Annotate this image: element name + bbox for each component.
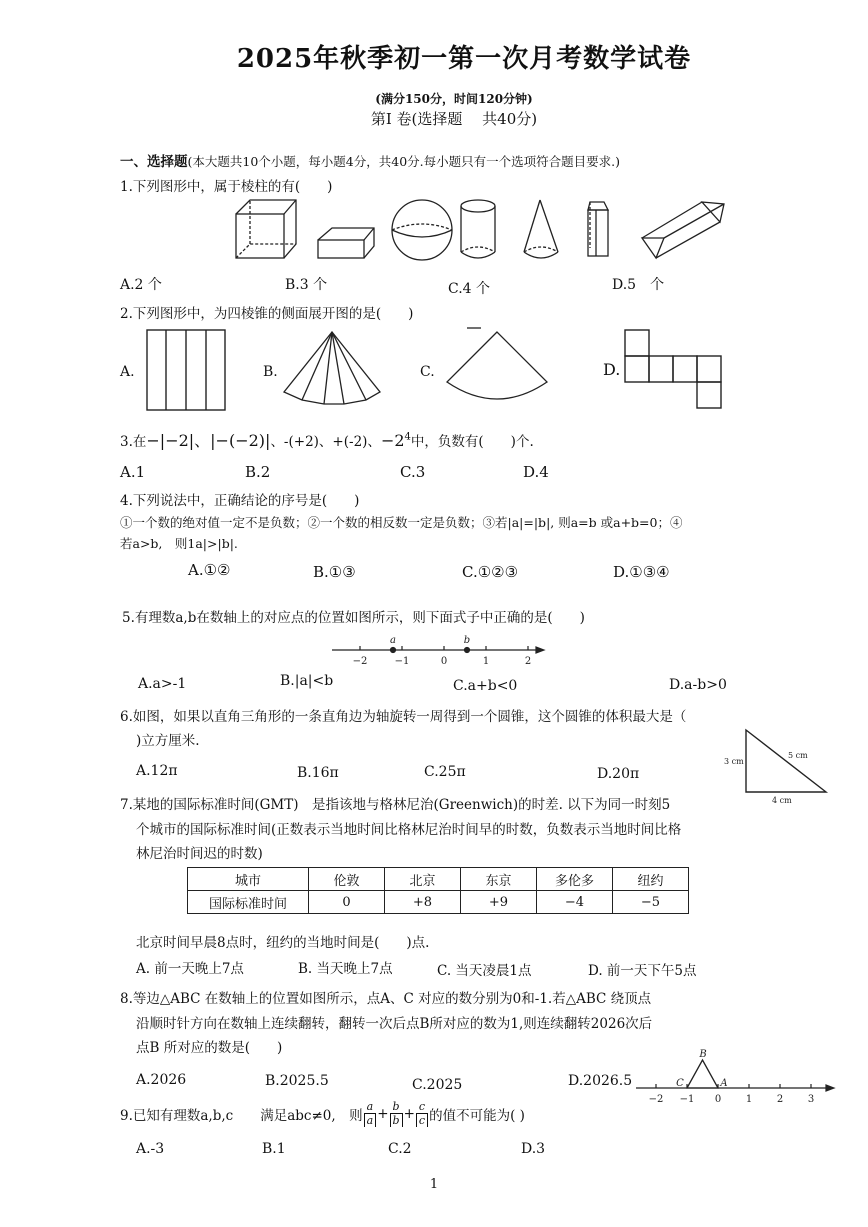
q7-question: 北京时间早晨8点时，纽约的当地时间是( )点. xyxy=(136,935,430,951)
q2-figure-d-net xyxy=(624,330,724,410)
q5-option-c[interactable]: C.a+b<0 xyxy=(453,678,518,694)
q9-stem: 9.已知有理数a,b,c 满足abc≠0, 则 $\frac{a}{a}$ + $\frac{b}{b}$ + $\frac{c}{c}$ 的值不可能为( ) xyxy=(120,1100,525,1127)
q5-number-line xyxy=(330,632,550,668)
q2-figure-a-rectangles xyxy=(146,330,226,410)
q2-label-b[interactable]: B. xyxy=(263,364,278,380)
q1-option-a[interactable]: A.2 个 xyxy=(120,277,162,293)
q6-right-triangle-figure xyxy=(722,728,832,806)
q5-tick-label: 1 xyxy=(482,656,490,667)
q7-line2: 个城市的国际标准时间(正数表示当地时间比格林尼治时间早的时数，负数表示当地时间比格 xyxy=(136,822,682,838)
q9-fraction-c: $\frac{c}{c}$ xyxy=(416,1100,428,1127)
triangular-prism-lying-shape xyxy=(642,202,724,258)
q7-option-a[interactable]: A. 前一天晚上7点 xyxy=(136,961,244,977)
q1-solids-figure xyxy=(230,192,730,267)
q8-tick-label: −2 xyxy=(648,1094,664,1105)
q8-line3: 点B 所对应的数是( ) xyxy=(136,1040,283,1056)
q8-tick-label: 0 xyxy=(714,1094,722,1105)
exam-subtitle: (满分150分，时间120分钟) xyxy=(375,92,533,106)
q6-label-height: 3 cm xyxy=(724,757,744,766)
q6-line2: )立方厘米. xyxy=(136,733,200,749)
q1-stem: 1.下列图形中，属于棱柱的有( ) xyxy=(120,179,333,195)
table-cell: −5 xyxy=(613,891,689,914)
q5-tick-label: −2 xyxy=(352,656,368,667)
q5-option-d[interactable]: D.a-b>0 xyxy=(669,677,727,693)
q3-option-b[interactable]: B.2 xyxy=(245,463,271,481)
table-header: 伦敦 xyxy=(309,868,385,891)
cube-shape xyxy=(236,200,296,258)
q9-option-c[interactable]: C.2 xyxy=(388,1141,412,1157)
q6-option-b[interactable]: B.16π xyxy=(297,765,339,781)
q8-tick-label: 2 xyxy=(776,1094,784,1105)
q3-prefix: 3.在 xyxy=(120,434,147,450)
table-header: 多伦多 xyxy=(537,868,613,891)
q7-option-d[interactable]: D. 前一天下午5点 xyxy=(588,963,697,979)
q2-stem: 2.下列图形中，为四棱锥的侧面展开图的是( ) xyxy=(120,306,414,322)
section-instructions: (本大题共10个小题，每小题4分，共40分.每小题只有一个选项符合题目要求.) xyxy=(187,154,620,169)
q4-stem: 4.下列说法中，正确结论的序号是( ) xyxy=(120,493,360,509)
table-cell: 国际标准时间 xyxy=(188,891,309,914)
q3-option-a[interactable]: A.1 xyxy=(120,463,146,481)
q8-triangle-number-line xyxy=(632,1046,837,1106)
q7-option-c[interactable]: C. 当天凌晨1点 xyxy=(437,963,532,979)
q1-option-d[interactable]: D.5 个 xyxy=(612,277,665,293)
q3-suffix: 中，负数有( )个. xyxy=(410,434,534,450)
q6-line1: 6.如图，如果以直角三角形的一条直角边为轴旋转一周得到一个圆锥，这个圆锥的体积最大是（ xyxy=(120,709,687,725)
q4-line2: 若a>b, 则1a|>|b|. xyxy=(120,536,238,551)
exam-title: 2025年秋季初一第一次月考数学试卷 xyxy=(236,44,692,74)
sphere-shape xyxy=(392,200,452,260)
q5-tick-label: −1 xyxy=(394,656,410,667)
q8-vertex-a-label: A xyxy=(720,1078,728,1089)
q7-line3: 林尼治时间迟的时数) xyxy=(136,846,263,862)
q9-option-d[interactable]: D.3 xyxy=(521,1141,546,1157)
table-row xyxy=(188,868,689,891)
q6-option-d[interactable]: D.20π xyxy=(597,766,640,782)
table-header: 纽约 xyxy=(613,868,689,891)
q9-suffix: 的值不可能为( ) xyxy=(429,1107,525,1124)
section-title: 一、选择题 xyxy=(120,154,188,170)
q5-tick-label: 2 xyxy=(524,656,532,667)
q8-tick-label: −1 xyxy=(679,1094,695,1105)
q3-middle: 、-(+2)、+(-2)、 xyxy=(270,434,381,450)
q8-vertex-c-label: C xyxy=(676,1078,684,1089)
q3-option-c[interactable]: C.3 xyxy=(400,463,426,481)
q8-tick-label: 1 xyxy=(745,1094,753,1105)
q6-option-a[interactable]: A.12π xyxy=(136,763,178,779)
q4-option-b[interactable]: B.①③ xyxy=(313,563,356,581)
q2-label-d[interactable]: D. xyxy=(603,360,621,379)
q5-point-b-label: b xyxy=(463,635,471,646)
table-row xyxy=(188,891,689,914)
q8-option-a[interactable]: A.2026 xyxy=(136,1072,187,1088)
cone-shape xyxy=(524,200,558,258)
q4-line1: ①一个数的绝对值一定不是负数；②一个数的相反数一定是负数；③若|a|=|b|, 则a=b 或a+b=0；④ xyxy=(120,515,683,530)
part-heading: 第Ⅰ 卷(选择题 共40分) xyxy=(370,110,538,128)
q8-line2: 沿顺时针方向在数轴上连续翻转，翻转一次后点B所对应的数为1,则连续翻转2026次后 xyxy=(136,1016,653,1032)
q8-option-b[interactable]: B.2025.5 xyxy=(265,1073,329,1089)
q8-option-c[interactable]: C.2025 xyxy=(412,1077,463,1093)
q3-stem: 3.在−|−2|、|−(−2)|、-(+2)、+(-2)、$-2^4$中，负数有( )个. xyxy=(120,431,534,450)
q4-option-a[interactable]: A.①② xyxy=(188,561,231,579)
q6-option-c[interactable]: C.25π xyxy=(424,764,466,780)
q8-vertex-b-label: B xyxy=(699,1049,707,1060)
table-header: 东京 xyxy=(461,868,537,891)
cylinder-shape xyxy=(461,200,495,258)
q6-label-base: 4 cm xyxy=(772,796,792,805)
table-cell: +9 xyxy=(461,891,537,914)
q9-fraction-a: $\frac{a}{a}$ xyxy=(364,1100,377,1127)
table-header: 北京 xyxy=(385,868,461,891)
q5-stem: 5.有理数a,b在数轴上的对应点的位置如图所示，则下面式子中正确的是( ) xyxy=(122,610,585,626)
section-heading xyxy=(120,150,620,170)
q3-option-d[interactable]: D.4 xyxy=(523,463,549,481)
q7-timezone-table xyxy=(187,867,689,914)
q6-label-hyp: 5 cm xyxy=(788,751,808,760)
q9-fraction-b: $\frac{b}{b}$ xyxy=(390,1100,403,1127)
q5-point-a-label: a xyxy=(390,635,396,646)
q8-option-d[interactable]: D.2026.5 xyxy=(568,1073,633,1089)
q5-option-b[interactable]: B.|a|<b xyxy=(280,673,334,689)
q9-option-b[interactable]: B.1 xyxy=(262,1141,286,1157)
q2-label-c[interactable]: C. xyxy=(420,364,435,380)
table-cell: −4 xyxy=(537,891,613,914)
q9-option-a[interactable]: A.-3 xyxy=(136,1141,165,1157)
triangular-prism-upright-shape xyxy=(588,202,608,256)
table-cell: 0 xyxy=(309,891,385,914)
q2-label-a[interactable]: A. xyxy=(120,364,135,380)
q1-option-b[interactable]: B.3 个 xyxy=(285,277,328,293)
q9-prefix: 9.已知有理数a,b,c 满足abc≠0, 则 xyxy=(120,1107,363,1124)
table-cell: +8 xyxy=(385,891,461,914)
q2-figure-b-fan-triangles xyxy=(282,330,382,405)
q7-option-b[interactable]: B. 当天晚上7点 xyxy=(298,961,393,977)
q8-line1: 8.等边△ABC 在数轴上的位置如图所示，点A、C 对应的数分别为0和-1.若△ABC 绕顶点 xyxy=(120,991,652,1007)
q4-option-c[interactable]: C.①②③ xyxy=(462,563,519,581)
q5-option-a[interactable]: A.a>-1 xyxy=(138,676,187,692)
q1-option-c[interactable]: C.4 个 xyxy=(448,281,491,297)
q7-line1: 7.某地的国际标准时间(GMT) 是指该地与格林尼治(Greenwich)的时差. 以下为同一时刻5 xyxy=(120,797,671,813)
table-header: 城市 xyxy=(188,868,309,891)
page-number: 1 xyxy=(429,1177,439,1192)
cuboid-shape xyxy=(318,228,374,258)
q2-figure-c-sector xyxy=(445,326,550,401)
q5-tick-label: 0 xyxy=(440,656,448,667)
q8-tick-label: 3 xyxy=(807,1094,815,1105)
q4-option-d[interactable]: D.①③④ xyxy=(613,563,670,581)
